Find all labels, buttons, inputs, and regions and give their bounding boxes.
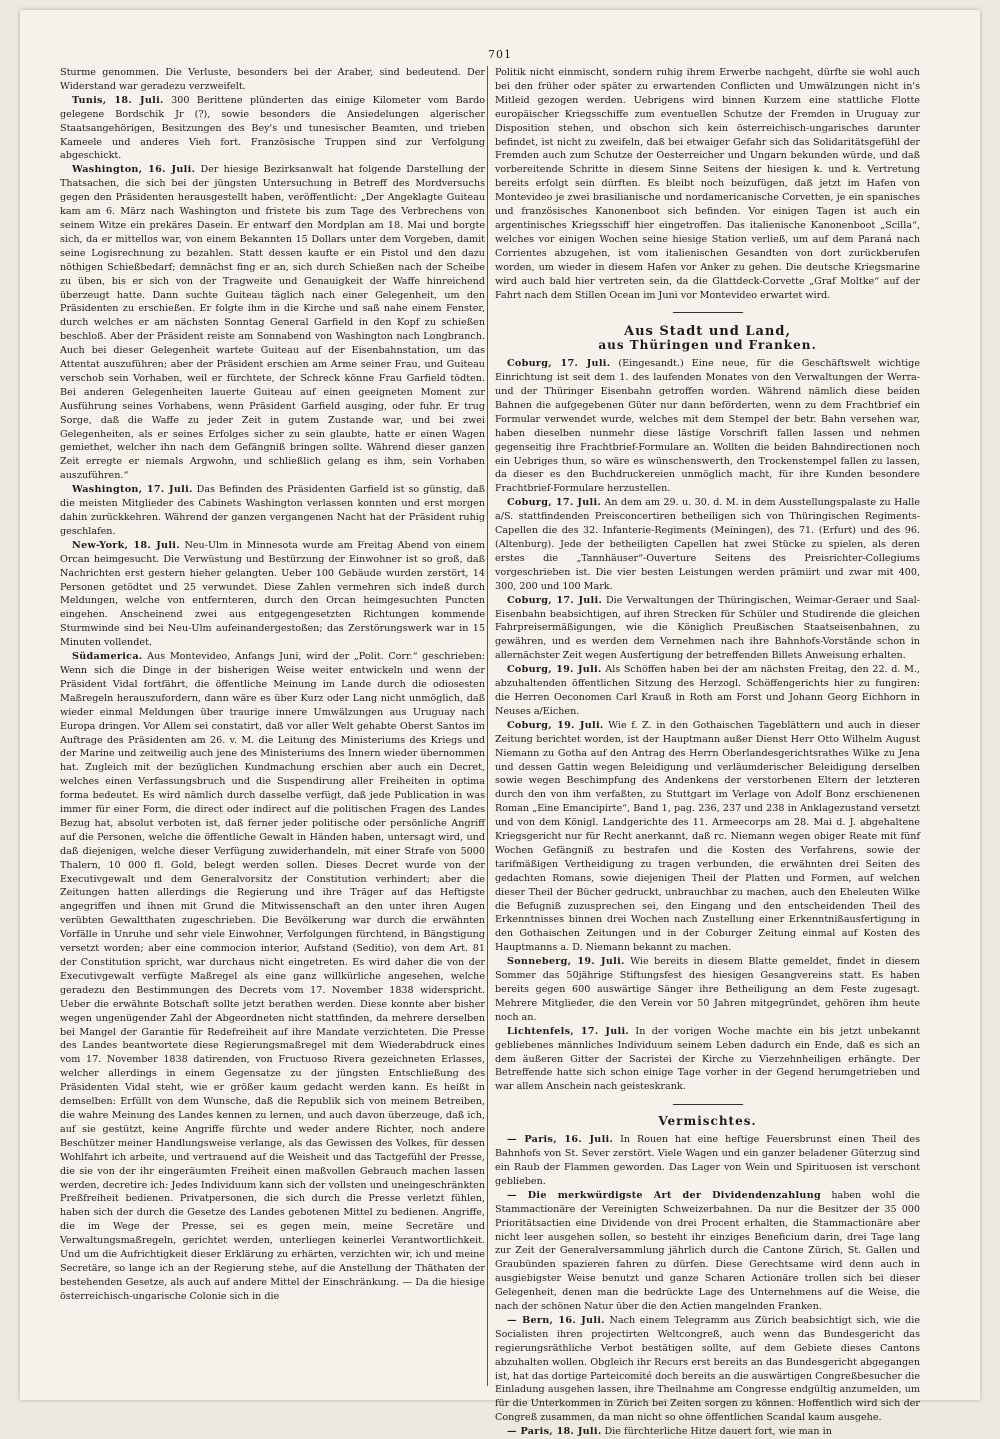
article-text: haben wohl die Stammactionäre der Vereinigten Schweizerbahnen. Da nur die Besitzer der 35 000 Prioritätsactien eine Dividende von drei Procent erhalten, die Stammactionäre aber nicht leer ausgehen sollen, so besteht ihr einziges Beneficium darin, drei Tage lang zur Zeit der Generalversammlung jährlich durch die Cantone Zürich, St. Gallen und Graubünden spazieren fahren zu dürfen. Diese Gerechtsame wird denn auch in ausgiebigster Weise benutzt und ganze Scharen Actionäre trollen sich bei dieser Gelegenheit, denen man die bedrückte Lage des Unternehmens auf die Weise, die nach der schönen Natur über die den Actien mangelnden Franken. <box>495 1189 920 1313</box>
right-intro: Politik nicht einmischt, sondern ruhig ihrem Erwerbe nachgeht, dürfte sie wohl auch bei den früher oder später zu erwartenden Conflicten und Umwälzungen nicht in's Mitleid gezogen werden. Uebrigens wird binnen Kurzem eine stattliche Flotte europäischer Kriegsschiffe zum eventuellen Schutze der Fremden in Uruguay zur Disposition stehen, und obschon sich kein österreichisch-ungarisches darunter befindet, ist nicht zu zweifeln, daß bei etwaiger Gefahr sich das Solidaritätsgefühl der Fremden auch zum Schutze der Oesterreicher und Ungarn bekunden würde, und daß vorbereitende Schritte in diesem Sinne Seitens der hiesigen k. und k. Vertretung bereits erfolgt sein dürften. Es bleibt noch beizufügen, daß jetzt im Hafen von Montevideo je zwei brasilianische und nordamericanische Corvetten, je ein spanisches und französisches Kanonenboot sich befinden. Vor einigen Tagen ist auch ein argentinisches Kriegsschiff hier eingetroffen. Das italienische Kanonenboot „Scilla“, welches vor einigen Wochen seine hiesige Station verließ, um auf dem Paraná nach Corrientes abzugehen, ist vom italienischen Gesandten von dort zurückberufen worden, um wieder in diesem Hafen vor Anker zu gehen. Die deutsche Kriegsmarine wird auch bald hier vertreten sein, da die Glattdeck-Corvette „Graf Moltke“ auf der Fahrt nach dem Stillen Ocean im Juni vor Montevideo erwartet wird. <box>495 67 920 301</box>
right-column <box>495 66 921 1438</box>
article-text: An dem am 29. u. 30. d. M. in dem Ausstellungspalaste zu Halle a/S. stattfindenden Preisconcertiren betheiligen sich von Thüringischen Regiments-Capellen die des 32. Infanterie-Regiments (Meiningen), des 71. (Erfurt) und des 96. (Altenburg). Jede der betheiligten Capellen hat zwei Stücke zu spielen, als deren erstes die „Tannhäuser“-Ouverture Seitens des Preisrichter-Collegiums vorgeschrieben ist. Die vier besten Leistungen werden prämiirt und zwar mit 400, 300, 200 und 100 Mark. <box>495 497 920 592</box>
article-text: Das Befinden des Präsidenten Garfield ist so günstig, daß die meisten Mitglieder des Cabinets Washington verlassen konnten und erst morgen dahin zurückkehren. Während der ganzen vergangenen Nacht hat der Präsident ruhig geschlafen. <box>60 484 485 537</box>
article-text: Als Schöffen haben bei der am nächsten Freitag, den 22. d. M., abzuhaltenden öffentlichen Sitzung des Herzogl. Schöffengerichts hier zu fungiren: die Herren Oeconomen Carl Krauß in Roth am Forst und Johann Georg Eichhorn in Neuses a/Eichen. <box>495 664 920 717</box>
article-coburg-5 <box>495 719 920 955</box>
dateline: — Bern, 16. Juli. <box>507 1314 605 1326</box>
article-dividend <box>495 1189 920 1314</box>
dateline: Washington, 16. Juli. <box>72 164 196 176</box>
article-text: 300 Berittene plünderten das einige Kilometer vom Bardo gelegene Bordschik Jr (?), sowie besonders die Ansiedelungen algerischer Staatsangehörigen, Besitzungen des Bey's und tunesischer Beamten, und trieben Kameele und anderes Vieh fort. Französische Truppen sind zur Verfolgung abgeschickt. <box>60 94 485 162</box>
article-coburg-2 <box>495 496 920 593</box>
dateline: Coburg, 17. Juli. <box>507 358 611 370</box>
dateline: Washington, 17. Juli. <box>72 484 193 496</box>
article-coburg-4 <box>495 663 920 719</box>
article-text: Wie f. Z. in den Gothaischen Tageblättern und auch in dieser Zeitung berichtet worden, ist der Hauptmann außer Dienst Herr Otto Wilhelm August Niemann zu Gotha auf den Antrag des Herrn Oberlandesgerichtsrathes Wilke zu Jena und dessen Gattin wegen Beleidigung und verläumderischer Beleidigung derselben sowie wegen Beschimpfung des Andenkens der verstorbenen Eltern der letzteren durch den von ihm verfaßten, zu Stuttgart im Verlage von Adolf Bonz erschienenen Roman „Eine Emancipirte“, Band 1, pag. 236, 237 und 238 in Anklagezustand versetzt und von dem Königl. Landgerichte des 11. Armeecorps am 28. Mai d. J. abgehaltene Kriegsgericht nur für Recht anerkannt, daß rc. Niemann wegen obiger Reate mit fünf Wochen Gefängniß zu bestrafen und die Kosten des Verfahrens, sowie der tarifmäßigen Vertheidigung zu tragen verbunden, die erwähnten drei Seiten des gedachten Romans, sowie diejenigen Theil der Platten und Formen, auf welchen dieser Theil der Bücher gedruckt, unbrauchbar zu machen, auch den Eheleuten Wilke die Befugniß zuzusprechen sei, den Eingang und den entscheidenden Theil des Erkenntnisses binnen drei Wochen nach Zustellung einer Erkenntnißausfertigung in den Gothaischen Zeitungen und in der Coburger Zeitung einmal auf Kosten des Hauptmanns a. D. Niemann bekannt zu machen. <box>495 719 920 954</box>
article-text: Die Verwaltungen der Thüringischen, Weimar-Geraer und Saal-Eisenbahn beabsichtigen, auf ihren Strecken für Schüler und Studirende die gleichen Fahrpreisermäßigungen, wie die Königlich Preußischen Staatseisenbahnen, zu gewähren, und es werden dem Vernehmen nach ihre Bahnhofs-Vorstände schon in allernächster Zeit wegen Ausfertigung der betreffenden Billets Anweisung erhalten. <box>495 594 920 662</box>
dateline: Coburg, 17. Juli. <box>507 594 603 606</box>
article-new-york <box>60 539 485 650</box>
dateline: Südamerica. <box>72 651 143 663</box>
column-divider <box>487 66 488 1386</box>
article-text: In Rouen hat eine heftige Feuersbrunst einen Theil des Bahnhofs von St. Sever zerstört. Viele Wagen und ein ganzer beladener Güterzug sind ein Raub der Flammen geworden. Das Lager von Wein und Spirituosen ist verschont geblieben. <box>495 1134 920 1187</box>
article-bern <box>495 1314 920 1425</box>
dateline: — Paris, 16. Juli. <box>507 1134 614 1146</box>
article-text: (Eingesandt.) Eine neue, für die Geschäftswelt wichtige Einrichtung ist seit dem 1. des laufenden Monates von den Verwaltungen der Werra- und der Thüringer Eisenbahn getroffen worden. Während nämlich diese beiden Bahnen die aufgegebenen Güter nur dann beförderten, wenn zu dem Frachtbrief ein Formular verwendet wurde, welches mit dem Stempel der betr. Bahn versehen war, haben dieselben nunmehr diese lästige Vorschrift fallen lassen und nehmen gegenseitig ihre Frachtbrief-Formulare an. Wollten die beiden Bahndirectionen noch ein Uebriges thun, so wäre es wünschenswerth, den Trockenstempel fallen zu lassen, da dieser es den Buchdruckereien unmöglich macht, für ihre Kunden besondere Frachtbrief-Formulare herzustellen. <box>495 358 920 495</box>
dateline: Coburg, 19. Juli. <box>507 719 604 731</box>
article-suedamerica <box>60 650 485 1304</box>
section-heading-stadt-und-land <box>495 325 920 353</box>
article-text: Wie bereits in diesem Blatte gemeldet, findet in diesem Sommer das 50jährige Stiftungsfest des hiesigen Gesangvereins statt. Es haben bereits gegen 600 auswärtige Sänger ihre Betheiligung an dem Feste zugesagt. Mehrere Mitglieder, die den Verein vor 50 Jahren mitgegründet, gehören ihm heute noch an. <box>495 956 921 1023</box>
dateline: Lichtenfels, 17. Juli. <box>507 1025 630 1037</box>
article-paris-18 <box>495 1425 920 1439</box>
section-separator <box>673 312 743 313</box>
section-separator <box>673 1104 743 1105</box>
article-coburg-1 <box>495 357 920 496</box>
newspaper-page <box>20 10 980 1438</box>
article-tunis <box>60 94 485 164</box>
article-text: Nach einem Telegramm aus Zürich beabsichtigt sich, wie die Socialisten ihren projectirten Weltcongreß, auch wenn das Bundesgericht das regierungsräthliche Verbot bestätigen sollte, auf dem Gebiete dieses Cantons abzuhalten wollen. Obgleich ihr Recurs erst bereits an das Bundesgericht abgegangen ist, hat das dortige Parteicomité doch bereits an die auswärtigen Congreßbesucher die Einladung ausgehen lassen, ihre Theilnahme am Congresse endgültig anzumelden, um für die Unterkommen in Zürich bei Zeiten sorgen zu können. Hoffentlich wird sich der Congreß zusammen, da man nicht so ohne öffentlichen Scandal kaum ausgehe. <box>495 1314 920 1424</box>
dateline: Sonneberg, 19. Juli. <box>507 956 625 968</box>
article-text: In der vorigen Woche machte ein bis jetzt unbekannt gebliebenes männliches Individuum seinem Leben dadurch ein Ende, daß es sich an dem äußeren Gitter der Sacristei der Kirche zu Vierzehnheiligen erhängte. Der Betreffende hatte sich schon einige Tage vorher in der Gegend herumgetrieben und war allem Anschein nach geisteskrank. <box>495 1025 920 1093</box>
left-intro: Sturme genommen. Die Verluste, besonders bei der Araber, sind bedeutend. Der Widerstand war geradezu verzweifelt. <box>60 67 485 92</box>
article-washington-17 <box>60 483 485 539</box>
article-text: Die fürchterliche Hitze dauert fort, wie man in <box>604 1426 832 1438</box>
dateline: — Paris, 18. Juli. <box>507 1426 602 1438</box>
left-column <box>60 66 485 1391</box>
dateline: New-York, 18. Juli. <box>72 539 180 551</box>
article-text: Aus Montevideo, Anfangs Juni, wird der „Polit. Corr.“ geschrieben: Wenn sich die Dinge in der bisherigen Weise weiter entwickeln und wenn der Präsident Vidal fortfährt, die öffentliche Meinung im Lande durch die odiosesten Maßregeln herauszufordern, dann wäre es über Kurz oder Lang nicht unmöglich, daß wieder einmal Meldungen über traurige innere Umwälzungen aus Uruguay nach Europa dringen. Vor Allem sei constatirt, daß vor aller Welt gehabte Oberst Santos im Auftrage des Präsidenten am 26. v. M. die Leitung des Ministeriums des Kriegs und der Marine und zeitweilig auch jene des Ministeriums des Innern wieder übernommen hat. Zugleich mit der bezüglichen Kundmachung erschien aber auch ein Decret, welches einen Verfassungsbruch und die Suspendirung aller Freiheiten in optima forma bedeutet. Es wird nämlich durch dasselbe verfügt, daß jede Publication in was immer für einer Form, die direct oder indirect auf die politischen Fragen des Landes Bezug hat, absolut verboten ist, daß ferner jeder politische oder persönliche Angriff auf die Personen, welche die öffentliche Gewalt in Händen haben, untersagt wird, und daß diejenigen, welche dieser Verfügung zuwiderhandeln, mit einer Strafe von 5000 Thalern, 10 000 fl. Gold, belegt werden sollen. Dieses Decret wurde von der Executivgewalt und dem Generalvorsitz der Constitution verhindert; aber die Zeitungen hatten allerdings die Regierung und ihre Träger auf das Heftigste angegriffen und ihnen mit Grund die Mitwissenschaft an den unter ihren Augen verübten Gewaltthaten zugeschrieben. Die Bevölkerung war durch die erwähnten Vorfälle in Unruhe und sehr viele Einwohner, Verfolgungen fürchtend, in Bängstigung versetzt worden; aber eine commocion interior, Aufstand (Seditio), von dem Art. 81 der Constitution spricht, war durchaus nicht eingetreten. Es wird daher die von der Executivgewalt verfügte Maßregel als eine ganz willkürliche angesehen, welche geradezu den Bestimmungen des Decrets vom 17. November 1838 widerspricht. Ueber die erwähnte Botschaft sollte jetzt berathen werden. Diese konnte aber bisher wegen ungenügender Zahl der Abgeordneten nicht stattfinden, da mehrere derselben bei Mangel der Garantie für Redefreiheit auf ihre Mandate verzichteten. Die Presse des Landes beantwortete diese Regierungsmaßregel mit dem Wiederabdruck eines vom 17. November 1838 datirenden, von Fructuoso Rivera gezeichneten Erlasses, welcher allerdings in einem Gegensatze zu der jüngsten Entschließung des Präsidenten Vidal steht, wie er größer kaum gedacht werden kann. Es heißt in demselben: Erfüllt von dem Wunsche, daß die Republik sich von meinem Betreiben, die wahre Meinung des Landes kennen zu lernen, und auch davon überzeuge, daß ich, auf sie gestützt, keine Angriffe fürchte und weder andere Richter, noch andere Beschützer meiner Handlungsweise verlange, als das Gewissen des Volkes, für dessen Wohlfahrt ich arbeite, und vertrauend auf die Weisheit und das Tactgefühl der Presse, die sie von der ihr eingeräumten Freiheit einen maßvollen Gebrauch machen lassen werden, decretire ich: Jedes Individuum kann sich der vollsten und uneingeschränkten Preßfreiheit bedienen. Privatpersonen, die sich durch die Presse verletzt fühlen, haben sich der durch die Gesetze des Landes gebotenen Mittel zu bedienen. Angriffe, die im Wege der Presse, sei es gegen mein, meine Secretäre und Verwaltungsmaßregeln, gerichtet werden, unterliegen keinerlei Verantwortlichkeit. Und um die Aufrichtigkeit dieser Erklärung zu erhärten, verzichten wir, ich und meine Secretäre, so lange ich an der Regierung stehe, auf die Anstellung der Thäthaten der bestehenden Gesetze, als auch auf andere Mittel der Einschränkung. — Da die hiesige österreichisch-ungarische Colonie sich in die <box>60 651 485 1302</box>
article-text: Der hiesige Bezirksanwalt hat folgende Darstellung der Thatsachen, die sich bei der jüngsten Untersuchung in Betreff des Mordversuchs gegen den Präsidenten herausgestellt haben, veröffentlicht: „Der Angeklagte Guiteau kam am 6. März nach Washington und fristete bis zum Tage des Verbrechens von seinem Witze ein prekäres Dasein. Er entwarf den Mordplan am 18. Mai und borgte sich, da er mittellos war, von einem Bekannten 15 Dollars unter dem Vorgeben, damit seine Logisrechnung zu bezahlen. Statt dessen kaufte er ein Pistol und den dazu nöthigen Schießbedarf; demnächst fing er an, sich durch Schießen nach der Scheibe zu üben, bis er sich von der Tragweite und Genauigkeit der Waffe hinreichend überzeugt hatte. Dann suchte Guiteau täglich nach einer Gelegenheit, um den Präsidenten zu erschießen. Er folgte ihm in die Kirche und saß nahe einem Fenster, durch welches er am nächsten Sonntag General Garfield in den Kopf zu schießen beschloß. Aber der Präsident reiste am Sonnabend von Washington nach Longbranch. Auch bei dieser Gelegenheit wartete Guiteau auf der Eisenbahnstation, um das Attentat auszuführen; aber der Präsident erschien am Arme seiner Frau, und Guiteau verschob sein Vorhaben, weil er fürchtete, der Schreck könne Frau Garfield tödten. Bei anderen Gelegenheiten lauerte Guiteau auf einen geeigneten Moment zur Ausführung seines Vorhabens, wenn Präsident Garfield ausging, oder fuhr. Er trug Sorge, daß die Waffe zu jeder Zeit in gutem Zustande war, und bei zwei Gelegenheiten, als er seines Erfolges sicher zu sein glaubte, hatte er einen Wagen gemiethet, welcher ihn nach dem Gefängniß bringen sollte. Während dieser ganzen Zeit erregte er niemals Argwohn, und schließlich gelang es ihm, sein Vorhaben auszuführen.“ <box>60 164 485 482</box>
dateline: Tunis, 18. Juli. <box>72 94 164 106</box>
page-number: 701 <box>488 48 512 61</box>
article-coburg-3 <box>495 594 920 664</box>
dateline: Coburg, 17. Juli. <box>507 497 602 509</box>
dateline: Coburg, 19. Juli. <box>507 664 602 676</box>
section-heading-line: aus Thüringen und Franken. <box>598 338 817 353</box>
article-washington-16 <box>60 163 485 483</box>
article-text: Neu-Ulm in Minnesota wurde am Freitag Abend von einem Orcan heimgesucht. Die Verwüstung und Bestürzung der Einwohner ist so groß, daß Nachrichten erst gestern hieher gelangten. Ueber 100 Gebäude wurden zerstört, 14 Personen getödtet und 25 verwundet. Diese Zahlen vermehren sich indeß durch Meldungen, welche von entfernteren, durch den Orcan heimgesuchten Puncten eingehen. Anscheinend zwei aus entgegengesetzten Richtungen kommende Sturmwinde sind bei Neu-Ulm aufeinandergestoßen; das Zerstörungswerk war in 15 Minuten vollendet. <box>60 539 485 649</box>
section-heading-line: Aus Stadt und Land, <box>624 324 791 340</box>
dateline: — Die merkwürdigste Art der Dividendenzahlung <box>507 1189 821 1201</box>
article-lichtenfels <box>495 1025 920 1095</box>
article-sonneberg <box>495 955 920 1025</box>
section-heading-vermischtes: Vermischtes. <box>658 1114 757 1129</box>
article-paris-16 <box>495 1133 920 1189</box>
